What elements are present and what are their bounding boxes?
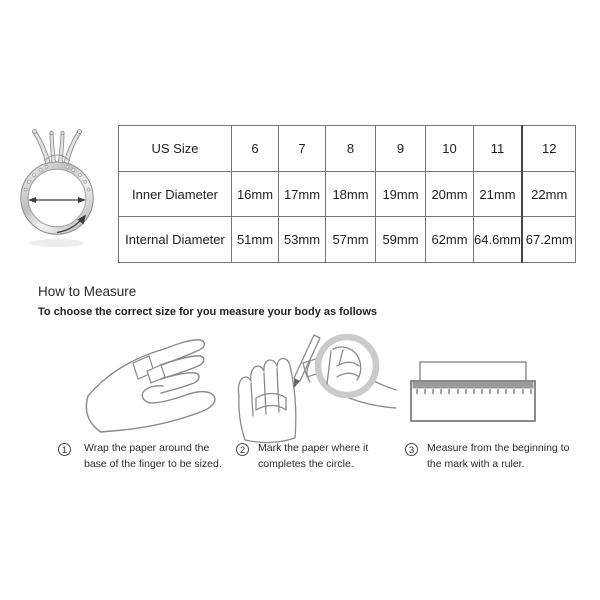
- step-3-number-badge: 3: [405, 443, 418, 456]
- size-chart-label-cell: Inner Diameter: [119, 172, 232, 217]
- size-chart-value-cell: 9: [376, 126, 426, 172]
- step-3-caption-line2: the mark with a ruler.: [427, 457, 525, 470]
- step-2-number-badge: 2: [236, 443, 249, 456]
- step-2-caption: [258, 441, 368, 472]
- ruler-icon: [411, 362, 535, 421]
- hand-with-paper-icon: [86, 340, 215, 432]
- size-chart-value-cell: 19mm: [376, 172, 426, 217]
- diameter-arrow-icon: [28, 197, 86, 203]
- step-1-caption-line1: Wrap the paper around the: [84, 442, 210, 454]
- size-chart-value-cell: 22mm: [522, 172, 576, 217]
- step-3-caption: [427, 441, 569, 472]
- size-chart-value-cell: 7: [279, 126, 326, 172]
- size-chart-value-cell: 57mm: [326, 217, 376, 263]
- size-chart-value-cell: 10: [426, 126, 474, 172]
- table-row: [119, 217, 576, 263]
- size-chart-value-cell: 16mm: [232, 172, 279, 217]
- ring-size-chart: [118, 125, 576, 263]
- size-chart-value-cell: 59mm: [376, 217, 426, 263]
- size-chart-value-cell: 67.2mm: [522, 217, 576, 263]
- step-1-caption: [84, 441, 222, 472]
- size-chart-value-cell: 8: [326, 126, 376, 172]
- section-title: How to Measure: [38, 284, 137, 299]
- size-chart-value-cell: 51mm: [232, 217, 279, 263]
- size-chart-value-cell: 20mm: [426, 172, 474, 217]
- pen-marking-icon: [238, 335, 396, 442]
- magnifier-circle-icon: [318, 337, 376, 395]
- table-row: [119, 126, 576, 172]
- size-chart-value-cell: 53mm: [279, 217, 326, 263]
- step-1-caption-line2: base of the finger to be sized.: [84, 457, 222, 470]
- size-chart-value-cell: 6: [232, 126, 279, 172]
- size-chart-label-cell: US Size: [119, 126, 232, 172]
- size-chart-value-cell: 17mm: [279, 172, 326, 217]
- size-chart-value-cell: 18mm: [326, 172, 376, 217]
- ring-diagram-icon: [21, 130, 93, 248]
- table-row: [119, 172, 576, 217]
- step-1-number-badge: 1: [58, 443, 71, 456]
- size-chart-label-cell: Internal Diameter: [119, 217, 232, 263]
- section-subtitle: To choose the correct size for you measure your body as follows: [38, 306, 378, 318]
- step-2-caption-line2: completes the circle.: [258, 457, 354, 470]
- size-chart-value-cell: 12: [522, 126, 576, 172]
- step-2-caption-line1: Mark the paper where it: [258, 442, 369, 454]
- size-chart-value-cell: 11: [474, 126, 522, 172]
- step-3-caption-line1: Measure from the beginning to: [427, 442, 570, 454]
- prong-setting-icon: [33, 130, 82, 165]
- size-chart-value-cell: 62mm: [426, 217, 474, 263]
- size-chart-value-cell: 64.6mm: [474, 217, 522, 263]
- size-chart-value-cell: 21mm: [474, 172, 522, 217]
